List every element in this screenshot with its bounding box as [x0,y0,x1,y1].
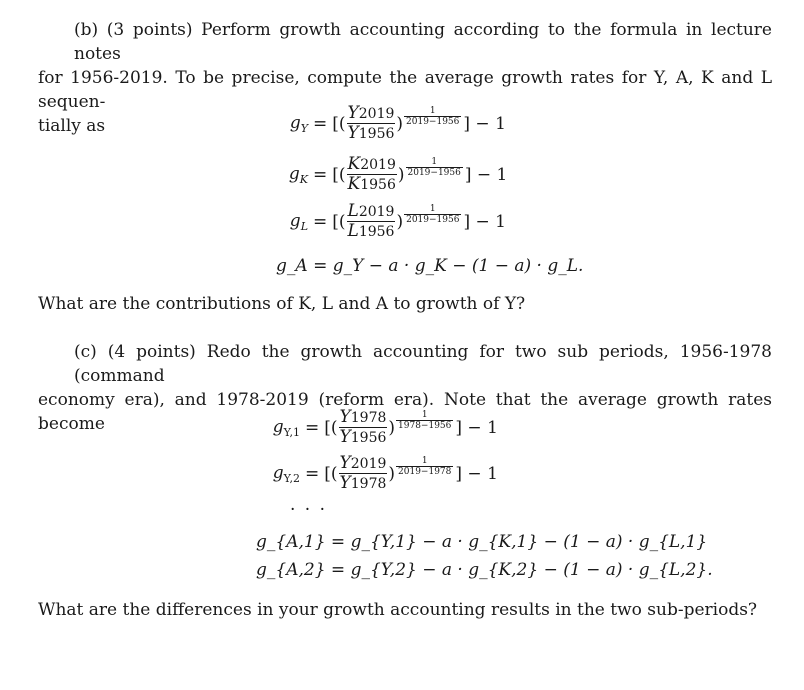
exponent-y2: 1 2019−1978 [398,456,452,477]
fraction-y2: $\frac{Y2019}{Y1978}$ [339,453,387,493]
equation-gk: $g_K$ = [( $\frac{K2019}{K1956}$ ) 1 2019−1956 ] − 1 [288,154,508,194]
part-c-line-2: economy era), and 1978-2019 (reform era). Note that the average growth rates become [38,390,772,434]
fraction-y: $\frac{Y2019}{Y1956}$ [347,103,395,143]
part-c-line-1: (c) (4 points) Redo the growth accounting for two sub periods, 1956-1978 (command [74,342,772,386]
exponent-k: 1 2019−1956 [407,157,461,178]
equation-ga2: g_{A,2} = g_{Y,2} − a · g_{K,2} − (1 − a) · g_{L,2}. [256,560,713,580]
part-b-line-3: tially as [38,116,106,136]
exponent-y: 1 2019−1956 [406,106,460,127]
fraction-l: $\frac{L2019}{L1956}$ [347,201,395,241]
fraction-y1: $\frac{Y1978}{Y1956}$ [339,407,387,447]
part-b-question: What are the contributions of K, L and A to growth of Y? [38,294,526,314]
fraction-k: $\frac{K2019}{K1956}$ [347,154,396,194]
part-c-label: (c) (4 points) [74,342,196,362]
equation-ga: g_A = g_Y − a · g_K − (1 − a) · g_L. [276,256,584,276]
equation-ga1: g_{A,1} = g_{Y,1} − a · g_{K,1} − (1 − a) · g_{L,1} [256,532,708,552]
part-b-line-1: (b) (3 points) Perform growth accounting according to the formula in lecture notes [74,20,772,64]
equation-gl: $g_L$ = [( $\frac{L2019}{L1956}$ ) 1 2019−1956 ] − 1 [289,201,506,241]
exponent-y1: 1 1978−1956 [398,410,452,431]
part-b-label: (b) (3 points) [74,20,193,40]
part-c-question: What are the differences in your growth accounting results in the two sub-periods? [38,600,758,620]
equation-gy1: $g_{Y,1}$ = [( $\frac{Y1978}{Y1956}$ ) 1 1978−1956 ] − 1 [272,407,498,447]
exponent-l: 1 2019−1956 [406,204,460,225]
ellipsis: · · · [290,500,328,520]
equation-gy: $g_Y$ = [( $\frac{Y2019}{Y1956}$ ) 1 2019−1956 ] − 1 [289,103,506,143]
equation-gy2: $g_{Y,2}$ = [( $\frac{Y2019}{Y1978}$ ) 1 2019−1978 ] − 1 [272,453,498,493]
part-b-line-2: for 1956-2019. To be precise, compute the average growth rates for Y, A, K and L sequen- [38,68,772,112]
